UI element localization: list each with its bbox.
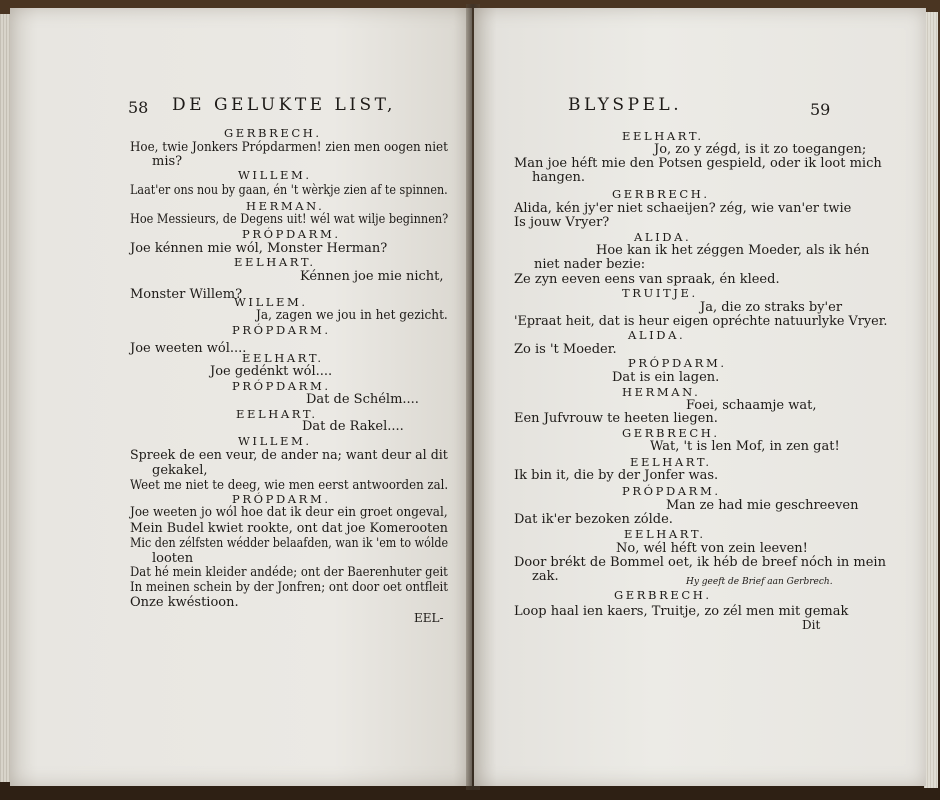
- speaker-line: EELHART.: [242, 351, 324, 365]
- text-line: gekakel,: [152, 463, 208, 478]
- text-line: Dat hé mein kleider andéde; ont der Baerenhuter geit: [130, 565, 448, 580]
- text-line: No, wél héft von zein leeven!: [616, 541, 808, 556]
- left-page: [10, 8, 472, 786]
- text-line: Dat de Schélm....: [306, 392, 419, 407]
- speaker-line: PRÓPDARM.: [232, 379, 331, 393]
- text-line: mis?: [152, 154, 183, 169]
- text-line: Joe weeten wól....: [130, 341, 247, 356]
- speaker-line: EELHART.: [234, 255, 316, 269]
- text-line: Door brékt de Bommel oet, ik héb de breef nóch in mein: [514, 555, 886, 570]
- speaker-line: TRUITJE.: [622, 286, 698, 300]
- text-line: hangen.: [532, 170, 586, 185]
- speaker-line: WILLEM.: [234, 295, 308, 309]
- speaker-line: ALIDA.: [634, 230, 692, 244]
- text-line: Hoe, twie Jonkers Própdarmen! zien men oogen niet: [130, 140, 448, 155]
- text-line: looten: [152, 551, 194, 566]
- speaker-line: EELHART.: [622, 129, 704, 143]
- text-line: zak.: [532, 569, 559, 584]
- text-line: In meinen schein by der Jonfren; ont door oet ontfleit: [130, 580, 449, 595]
- text-line: Foei, schaamje wat,: [686, 398, 817, 413]
- speaker-line: EELHART.: [624, 527, 706, 541]
- catchword-right: Dit: [802, 618, 821, 632]
- speaker-line: HERMAN.: [246, 199, 325, 213]
- text-line: Man joe héft mie den Potsen gespield, oder ik loot mich: [514, 156, 882, 171]
- speaker-line: EELHART.: [630, 455, 712, 469]
- text-line: Jo, zo y zégd, is it zo toegangen;: [654, 142, 867, 157]
- text-line: Joe kénnen mie wól, Monster Herman?: [130, 241, 388, 256]
- text-line: Ja, zagen we jou in het gezicht.: [256, 308, 448, 323]
- page-edges-right: [924, 12, 938, 788]
- speaker-line: EELHART.: [236, 407, 318, 421]
- text-line: Is jouw Vryer?: [514, 215, 610, 230]
- text-line: Dat is ein lagen.: [612, 370, 720, 385]
- speaker-line: HERMAN.: [622, 385, 701, 399]
- text-line: Joe weeten jo wól hoe dat ik deur ein groet ongeval,: [130, 505, 448, 520]
- speaker-line: PRÓPDARM.: [628, 356, 727, 370]
- text-line: Hoe kan ik het zéggen Moeder, als ik hén: [596, 243, 870, 258]
- text-line: Monster Willem?: [130, 287, 243, 302]
- text-line: Kénnen joe mie nicht,: [300, 269, 444, 284]
- catchword-left: EEL-: [414, 611, 444, 625]
- text-line: Hoe Messieurs, de Degens uit! wél wat wilje beginnen?: [130, 212, 449, 227]
- text-line: Ik bin it, die by der Jonfer was.: [514, 468, 719, 483]
- text-line: Dat ik'er bezoken zólde.: [514, 512, 673, 527]
- text-line: Onze kwéstioon.: [130, 595, 239, 610]
- speaker-line: ALIDA.: [628, 328, 686, 342]
- text-line: Spreek de een veur, de ander na; want deur al dit: [130, 448, 448, 463]
- text-line: Ja, die zo straks by'er: [700, 300, 843, 315]
- speaker-line: GERBRECH.: [622, 426, 720, 440]
- speaker-line: GERBRECH.: [614, 588, 712, 602]
- page-number-right: 59: [810, 100, 831, 119]
- text-line: Alida, kén jy'er niet schaeijen? zég, wie van'er twie: [514, 201, 852, 216]
- text-line: Dat de Rakel....: [302, 419, 404, 434]
- text-line: Loop haal ien kaers, Truitje, zo zél men mit gemak: [514, 604, 849, 619]
- text-line: Man ze had mie geschreeven: [666, 498, 859, 513]
- speaker-line: PRÓPDARM.: [622, 484, 721, 498]
- speaker-line: GERBRECH.: [224, 126, 322, 140]
- running-head-left: DE GELUKTE LIST,: [172, 95, 396, 115]
- text-line: Zo is 't Moeder.: [514, 342, 617, 357]
- text-line: 'Epraat heit, dat is heur eigen opréchte natuurlyke Vryer.: [514, 314, 888, 329]
- right-page: [474, 8, 926, 786]
- speaker-line: PRÓPDARM.: [232, 323, 331, 337]
- speaker-line: PRÓPDARM.: [242, 227, 341, 241]
- stage-direction: Hy geeft de Brief aan Gerbrech.: [686, 577, 833, 587]
- running-head-right: BLYSPEL.: [568, 95, 683, 115]
- text-line: Mic den zélfsten wédder belaafden, wan ik 'em to wólde: [130, 536, 449, 551]
- text-line: niet nader bezie:: [534, 257, 646, 272]
- text-line: Ze zyn eeven eens van spraak, én kleed.: [514, 272, 780, 287]
- page-number-left: 58: [128, 98, 149, 117]
- text-line: Een Jufvrouw te heeten liegen.: [514, 411, 718, 426]
- speaker-line: PRÓPDARM.: [232, 492, 331, 506]
- speaker-line: WILLEM.: [238, 168, 312, 182]
- speaker-line: WILLEM.: [238, 434, 312, 448]
- speaker-line: GERBRECH.: [612, 187, 710, 201]
- text-line: Mein Budel kwiet rookte, ont dat joe Komerooten: [130, 521, 448, 536]
- text-line: Wat, 't is len Mof, in zen gat!: [650, 439, 840, 454]
- text-line: Laat'er ons nou by gaan, én 't wèrkje zien af te spinnen.: [130, 183, 448, 198]
- text-line: Weet me niet te deeg, wie men eerst antwoorden zal.: [130, 478, 449, 493]
- text-line: Joe gedénkt wól....: [210, 364, 333, 379]
